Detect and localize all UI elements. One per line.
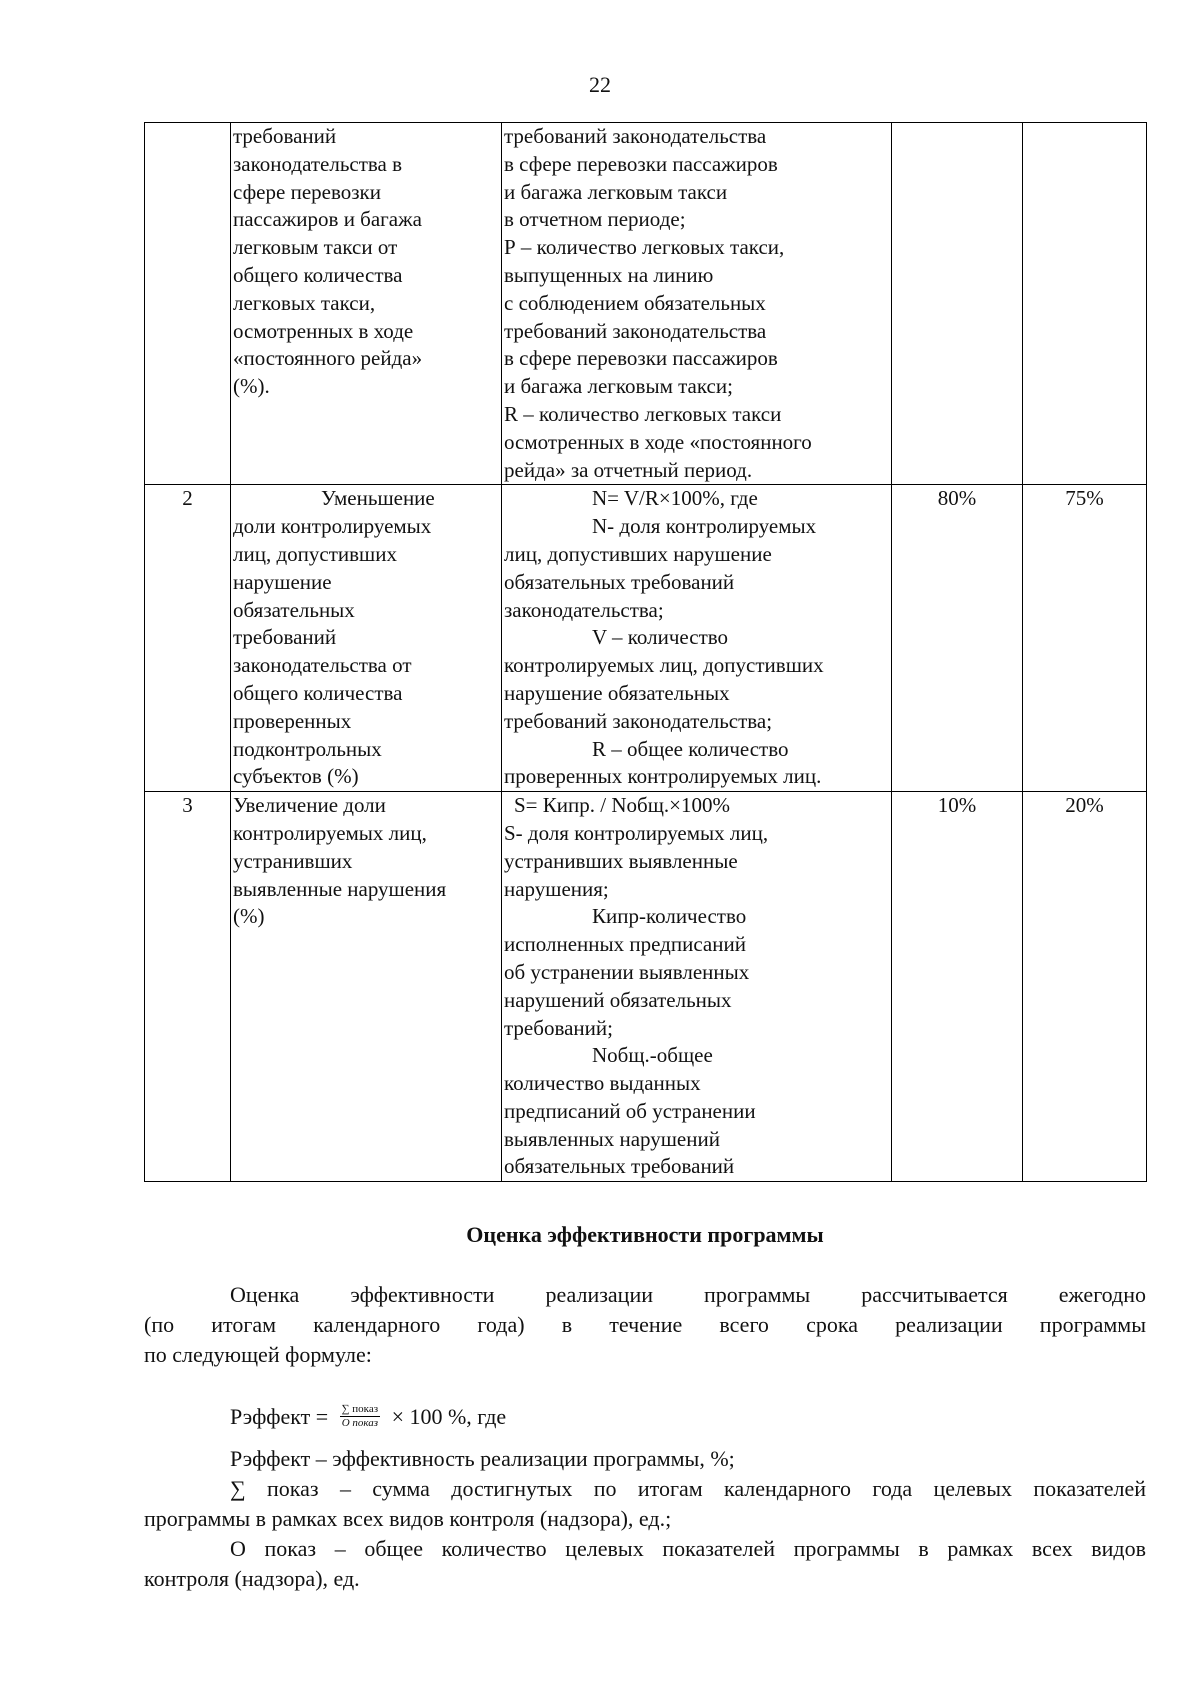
cell-line: S= Кипр. / Nобщ.×100% <box>514 793 730 818</box>
formula-rhs: × 100 %, где <box>391 1404 507 1429</box>
cell-line: лиц, допустивших нарушение <box>504 541 772 566</box>
cell-line: требований; <box>504 1015 613 1040</box>
cell-line: Уменьшение <box>321 486 435 511</box>
definition-line: контроля (надзора), ед. <box>144 1566 360 1591</box>
intro-paragraph <box>144 1280 1146 1370</box>
cell-line: общего количества <box>233 262 403 287</box>
indicator-cell <box>231 485 502 792</box>
cell-line: количество выданных <box>504 1071 701 1096</box>
cell-line: законодательства от <box>233 653 412 678</box>
paragraph-line: Оценка эффективности реализации программы рассчитывается ежегодно <box>230 1282 1146 1307</box>
row-number <box>145 123 231 485</box>
cell-line: нарушения; <box>504 876 609 901</box>
target-cell: 80% <box>892 485 1023 792</box>
target-cell <box>892 123 1023 485</box>
cell-line: осмотренных в ходе <box>233 318 414 343</box>
cell-line: N- доля контролируемых <box>592 514 817 539</box>
cell-line: нарушений обязательных <box>504 987 732 1012</box>
paragraph-line: (по итогам календарного года) в течение всего срока реализации программы <box>144 1312 1146 1337</box>
definition-line: Рэффект – эффективность реализации программы, %; <box>230 1446 735 1471</box>
formula-fraction <box>340 1403 380 1430</box>
cell-line: выявленные нарушения <box>233 876 447 901</box>
definition-line: ∑ показ – сумма достигнутых по итогам календарного года целевых показателей <box>230 1476 1146 1501</box>
row-number: 2 <box>145 485 231 792</box>
formula-cell <box>502 792 892 1182</box>
cell-line: выпущенных на линию <box>504 262 714 287</box>
cell-line: V – количество <box>592 625 729 650</box>
cell-line: выявленных нарушений <box>504 1126 720 1151</box>
cell-line: обязательных требований <box>504 569 735 594</box>
cell-line: легковым такси от <box>233 235 398 260</box>
value-cell: 20% <box>1023 792 1147 1182</box>
cell-line: Р – количество легковых такси, <box>504 235 785 260</box>
cell-line: обязательных требований <box>504 1154 735 1179</box>
row-number: 3 <box>145 792 231 1182</box>
cell-line: в сфере перевозки пассажиров <box>504 151 778 176</box>
cell-line: контролируемых лиц, допустивших <box>504 653 824 678</box>
page-number: 22 <box>589 72 611 97</box>
cell-line: исполненных предписаний <box>504 932 746 957</box>
cell-line: Увеличение доли <box>233 793 386 818</box>
cell-line: требований <box>233 124 337 148</box>
section-heading: Оценка эффективности программы <box>466 1222 824 1247</box>
cell-line: Кипр-количество <box>592 904 747 929</box>
cell-line: требований <box>233 625 337 650</box>
cell-line: законодательства; <box>504 597 664 622</box>
cell-line: в сфере перевозки пассажиров <box>504 346 778 371</box>
cell-line: законодательства в <box>233 151 403 176</box>
formula-cell <box>502 485 892 792</box>
definitions <box>144 1444 1146 1594</box>
cell-line: общего количества <box>233 680 403 705</box>
cell-line: нарушение <box>233 569 332 594</box>
table-row <box>145 792 1147 1182</box>
cell-line: пассажиров и багажа <box>233 207 422 232</box>
cell-line: «постоянного рейда» <box>233 346 423 371</box>
cell-line: устранивших <box>233 848 353 873</box>
indicator-cell <box>231 123 502 485</box>
cell-line: предписаний об устранении <box>504 1098 756 1123</box>
value-cell: 75% <box>1023 485 1147 792</box>
cell-line: устранивших выявленные <box>504 848 738 873</box>
cell-line: сфере перевозки <box>233 179 381 204</box>
cell-line: осмотренных в ходе «постоянного <box>504 429 812 454</box>
value-cell <box>1023 123 1147 485</box>
cell-line: легковых такси, <box>233 290 376 315</box>
table-row <box>145 485 1147 792</box>
fraction-denominator: О показ <box>341 1417 379 1430</box>
cell-line: в отчетном периоде; <box>504 207 686 232</box>
indicator-cell <box>231 792 502 1182</box>
fraction-numerator: ∑ показ <box>341 1403 379 1416</box>
cell-line: (%) <box>233 904 265 929</box>
cell-line: и багажа легковым такси; <box>504 374 733 399</box>
cell-line: (%). <box>233 374 270 399</box>
efficiency-formula <box>230 1404 506 1432</box>
definition-line: О показ – общее количество целевых показателей программы в рамках всех видов <box>230 1536 1146 1561</box>
cell-line: требований законодательства <box>504 318 767 343</box>
formula-lhs: Рэффект = <box>230 1404 329 1429</box>
cell-line: S- доля контролируемых лиц, <box>504 820 769 845</box>
cell-line: требований законодательства <box>504 124 767 148</box>
cell-line: с соблюдением обязательных <box>504 290 766 315</box>
cell-line: обязательных <box>233 597 355 622</box>
cell-line: лиц, допустивших <box>233 541 397 566</box>
cell-line: требований законодательства; <box>504 708 773 733</box>
cell-line: доли контролируемых <box>233 514 432 539</box>
cell-line: нарушение обязательных <box>504 680 730 705</box>
table-row <box>145 123 1147 485</box>
paragraph-line: по следующей формуле: <box>144 1342 372 1367</box>
cell-line: рейда» за отчетный период. <box>504 457 753 482</box>
cell-line: об устранении выявленных <box>504 959 750 984</box>
cell-line: подконтрольных <box>233 736 382 761</box>
formula-cell <box>502 123 892 485</box>
cell-line: субъектов (%) <box>233 764 359 789</box>
cell-line: Nобщ.-общее <box>592 1043 713 1068</box>
indicators-table <box>144 122 1147 1182</box>
cell-line: R – количество легковых такси <box>504 401 782 426</box>
target-cell: 10% <box>892 792 1023 1182</box>
cell-line: проверенных <box>233 708 352 733</box>
cell-line: проверенных контролируемых лиц. <box>504 764 822 789</box>
definition-line: программы в рамках всех видов контроля (надзора), ед.; <box>144 1506 672 1531</box>
cell-line: контролируемых лиц, <box>233 820 427 845</box>
cell-line: и багажа легковым такси <box>504 179 728 204</box>
cell-line: N= V/R×100%, где <box>592 486 758 511</box>
cell-line: R – общее количество <box>592 736 789 761</box>
